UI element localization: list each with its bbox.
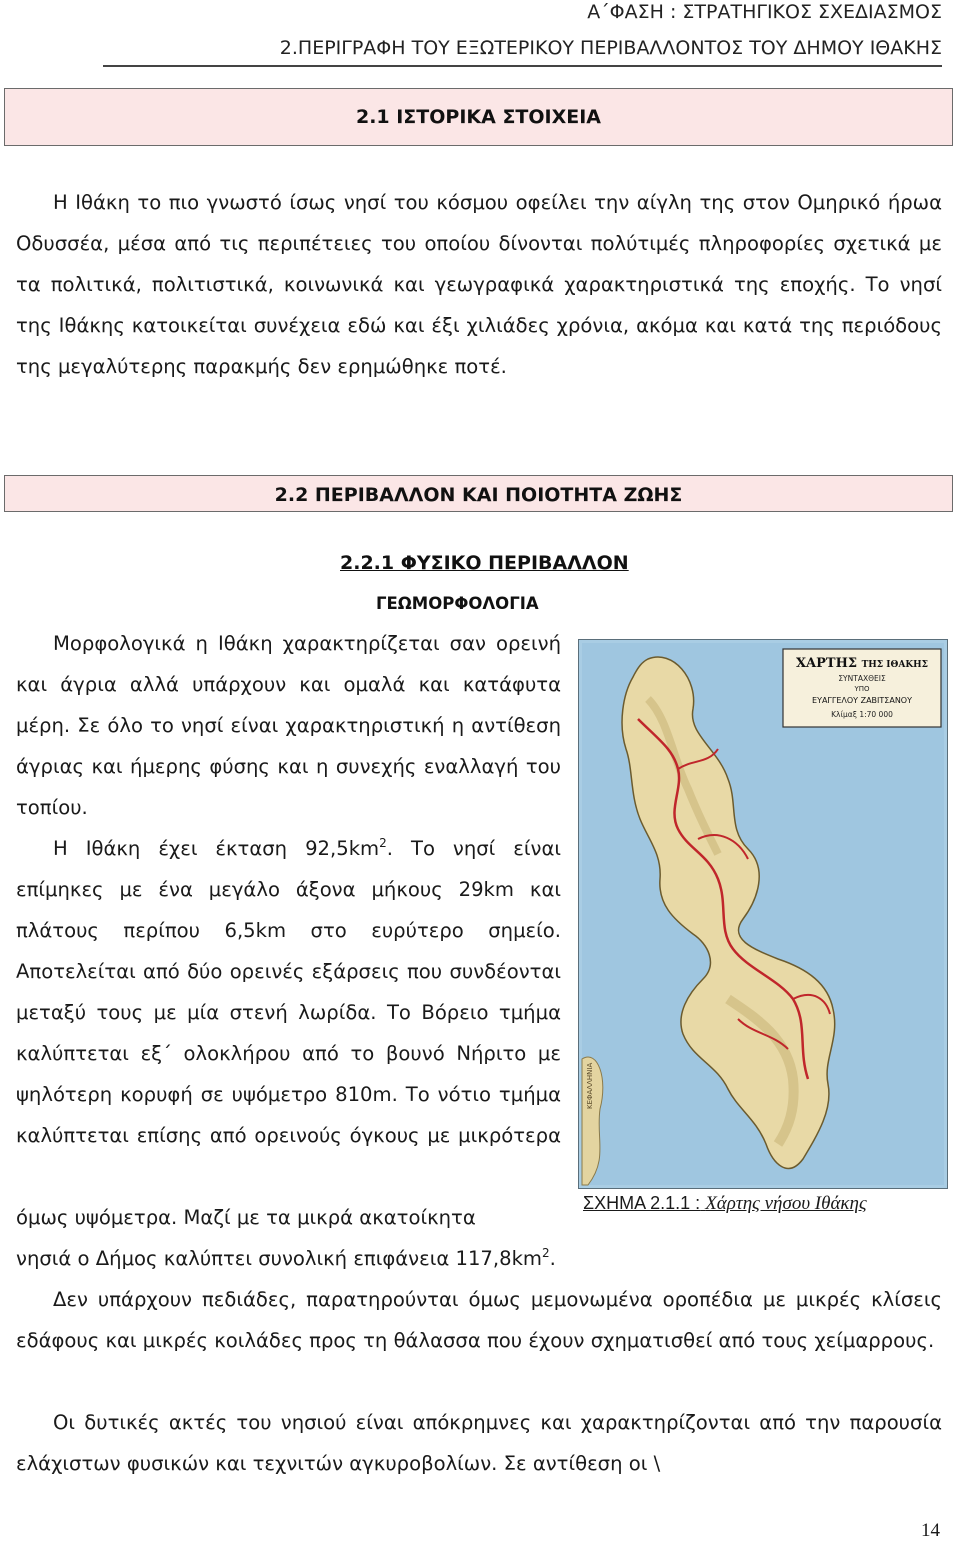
superscript-2: 2 bbox=[542, 1246, 550, 1260]
area-text-start: Η Ιθάκη έχει έκταση 92,5km bbox=[53, 837, 380, 860]
text-line-heights: όμως υψόμετρα. Μαζί με τα μικρά ακατοίκητα bbox=[16, 1206, 476, 1229]
paragraph-history: Η Ιθάκη το πιο γνωστό ίσως νησί του κόσμου οφείλει την αίγλη της στον Ομηρικό ήρωα Οδυσσέα, μέσα από τις περιπέτειες του οποίου δίνονται πολύτιμές πληροφορίες σχετικά με τα πολιτικά, πολιτιστικά, κοινωνικά και γεωγραφικά χαρακτηριστικά της εποχής. Το νησί της Ιθάκης κατοικείται συνέχεια εδώ και έξι χιλιάδες χρόνια, ακόμα και κατά της περιόδους της μεγαλύτερης παρακμής δεν ερημώθηκε ποτέ. bbox=[16, 191, 942, 378]
caption-text: Χάρτης νήσου Ιθάκης bbox=[705, 1193, 867, 1214]
total-area-end: . bbox=[549, 1247, 556, 1270]
paragraph-plains: Δεν υπάρχουν πεδιάδες, παρατηρούνται όμως μεμονωμένα οροπέδια με μικρές κλίσεις εδάφους και μικρές κοιλάδες προς τη θάλασσα που έχουν σχηματισθεί από τους χείμαρρους. bbox=[16, 1288, 942, 1352]
map-compiled-by: ΣΥΝΤΑΧΘΕΙΣ bbox=[838, 674, 886, 683]
map-title: ΧΑΡΤΗΣ ΤΗΣ ΙΘΑΚΗΣ bbox=[795, 656, 929, 671]
paragraph-coasts: Οι δυτικές ακτές του νησιού είναι απόκρημνες και χαρακτηρίζονται από την παρουσία ελάχιστων φυσικών και τεχνιτών αγκυροβολίων. Σε αντίθεση οι \ bbox=[16, 1411, 942, 1475]
superscript-2: 2 bbox=[379, 836, 387, 850]
page-number: 14 bbox=[921, 1520, 940, 1541]
header-phase: Α΄ΦΑΣΗ : ΣΤΡΑΤΗΓΙΚΟΣ ΣΧΕΔΙΑΣΜΟΣ bbox=[587, 1, 942, 23]
section-title-environment: 2.2 ΠΕΡΙΒΑΛΛΟΝ ΚΑΙ ΠΟΙΟΤΗΤΑ ΖΩΗΣ bbox=[4, 475, 953, 512]
ithaca-map-image bbox=[578, 639, 948, 1189]
total-area-text: νησιά ο Δήμος καλύπτει συνολική επιφάνεια 117,8km bbox=[16, 1247, 543, 1270]
map-author: ΕΥΑΓΓΕΛΟΥ ΖΑΒΙΤΣΑΝΟΥ bbox=[812, 696, 912, 705]
map-by: ΥΠΟ bbox=[854, 685, 870, 693]
paragraph-morphology: Μορφολογικά η Ιθάκη χαρακτηρίζεται σαν ορεινή και άγρια αλλά υπάρχουν και ομαλά και κατάφυτα μέρη. Σε όλο το νησί είναι χαρακτηριστική η αντίθεση άγριας και ήμερης φύσης και η συνεχής εναλλαγή του τοπίου. bbox=[16, 632, 561, 819]
caption-label: ΣΧΗΜΑ 2.1.1 : bbox=[583, 1193, 701, 1213]
area-text-rest: . Το νησί είναι επίμηκες με ένα μεγάλο άξονα μήκους 29km και πλάτους περίπου 6,5km στο ευρύτερο σημείο. Αποτελείται από δύο ορεινές εξάρσεις που συνδέονται μεταξύ τους με μία στενή λωρίδα. Το Βόρειο τμήμα καλύπτεται εξ΄ ολοκλήρου από το βουνό Νήριτο με ψηλότερη κορυφή σε υψόμετρο 810m. Το νότιο τμήμα καλύπτεται επίσης από ορεινούς όγκους με μικρότερα bbox=[16, 837, 561, 1147]
subsection-title-physical-environment: 2.2.1 ΦΥΣΙΚΟ ΠΕΡΙΒΑΛΛΟΝ bbox=[340, 552, 629, 574]
text-line-total-area bbox=[16, 1238, 556, 1279]
map-sea-label: ΚΕΦΑΛΛΗΝΙΑ bbox=[586, 1062, 594, 1109]
map-scale: Κλίμαξ 1:70 000 bbox=[831, 710, 893, 719]
paragraph-area bbox=[16, 828, 561, 1156]
subheading-geomorphology: ΓΕΩΜΟΡΦΟΛΟΓΙΑ bbox=[376, 594, 539, 613]
figure-caption bbox=[583, 1193, 867, 1215]
header-rule bbox=[103, 65, 942, 67]
header-chapter: 2.ΠΕΡΙΓΡΑΦΗ ΤΟΥ ΕΞΩΤΕΡΙΚΟΥ ΠΕΡΙΒΑΛΛΟΝΤΟΣ ΤΟΥ ΔΗΜΟΥ ΙΘΑΚΗΣ bbox=[279, 37, 942, 59]
section-title-historical: 2.1 ΙΣΤΟΡΙΚΑ ΣΤΟΙΧΕΙΑ bbox=[4, 88, 953, 146]
